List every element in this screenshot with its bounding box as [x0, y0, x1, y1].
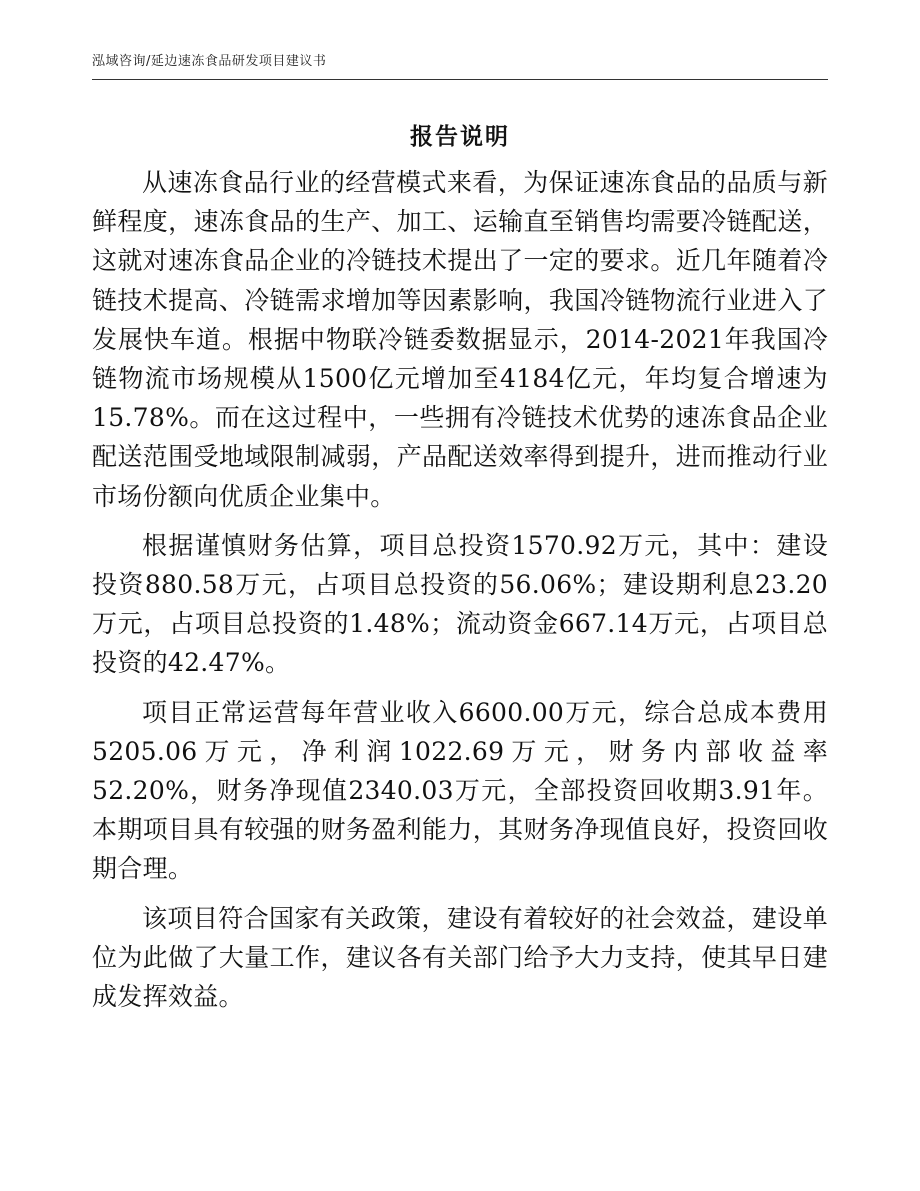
- report-body: [92, 163, 828, 1026]
- paragraph-market-overview: 从速冻食品行业的经营模式来看，为保证速冻食品的品质与新鲜程度，速冻食品的生产、加工、运输直至销售均需要冷链配送，这就对速冻食品企业的冷链技术提出了一定的要求。近几年随着冷链技术提高、冷链需求增加等因素影响，我国冷链物流行业进入了发展快车道。根据中物联冷链委数据显示，2014-2021年我国冷链物流市场规模从1500亿元增加至4184亿元，年均复合增速为15.78%。而在这过程中，一些拥有冷链技术优势的速冻食品企业配送范围受地域限制减弱，产品配送效率得到提升，进而推动行业市场份额向优质企业集中。: [92, 168, 828, 511]
- header-divider: [92, 79, 828, 80]
- section-title: 报告说明: [410, 124, 510, 150]
- paragraph-conclusion: 该项目符合国家有关政策，建设有着较好的社会效益，建设单位为此做了大量工作，建议各有关部门给予大力支持，使其早日建成发挥效益。: [92, 903, 828, 1012]
- paragraph-financials: 项目正常运营每年营业收入6600.00万元，综合总成本费用5205.06万元，净利润1022.69万元，财务内部收益率52.20%，财务净现值2340.03万元，全部投资回收期3.91年。本期项目具有较强的财务盈利能力，其财务净现值良好，投资回收期合理。: [92, 697, 828, 884]
- paragraph-investment: 根据谨慎财务估算，项目总投资1570.92万元，其中：建设投资880.58万元，占项目总投资的56.06%；建设期利息23.20万元，占项目总投资的1.48%；流动资金667.14万元，占项目总投资的42.47%。: [92, 530, 828, 678]
- running-header: 泓域咨询/延边速冻食品研发项目建议书: [92, 54, 327, 69]
